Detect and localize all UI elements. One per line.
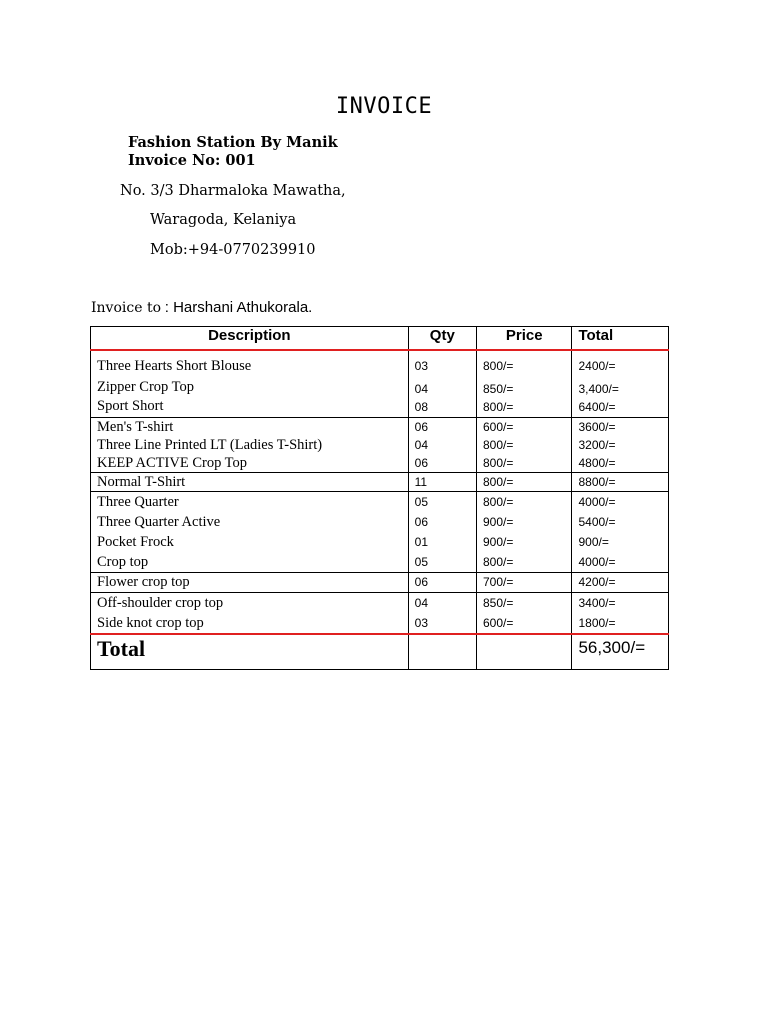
item-price: 800/=: [482, 359, 514, 373]
col-total-header: Total: [572, 327, 669, 351]
item-description: Off-shoulder crop top: [97, 595, 224, 611]
item-description: Three Quarter: [97, 494, 179, 510]
item-qty: 08: [414, 400, 428, 414]
qty-cell: [408, 573, 476, 593]
total-cell: [572, 573, 669, 593]
total-cell: [572, 473, 669, 492]
table-header-row: [91, 327, 669, 351]
item-price: 850/=: [482, 382, 514, 396]
item-price: 800/=: [482, 456, 514, 470]
company-name: Fashion Station By Manik: [128, 134, 338, 151]
item-qty: 04: [414, 438, 428, 452]
item-total: 3400/=: [578, 596, 616, 610]
item-description: Pocket Frock: [97, 534, 174, 550]
item-total: 3200/=: [578, 438, 616, 452]
total-cell: [572, 593, 669, 635]
col-price-header: Price: [476, 327, 571, 351]
invoice-to-label: Invoice to: [91, 300, 161, 316]
item-total: 1800/=: [578, 616, 616, 630]
total-price-cell: [476, 634, 571, 670]
item-price: 800/=: [482, 438, 514, 452]
total-cell: [572, 418, 669, 473]
item-price: 900/=: [482, 515, 514, 529]
item-price: 600/=: [482, 616, 514, 630]
qty-cell: [408, 473, 476, 492]
mobile-number: Mob:+94-0770239910: [150, 242, 316, 258]
qty-cell: [408, 418, 476, 473]
item-description: KEEP ACTIVE Crop Top: [97, 455, 248, 471]
invoice-title: INVOICE: [335, 94, 433, 119]
item-price: 850/=: [482, 596, 514, 610]
item-description: Three Line Printed LT (Ladies T-Shirt): [97, 437, 323, 453]
item-description: Side knot crop top: [97, 615, 204, 631]
table-row-group: [91, 473, 669, 492]
item-total: 900/=: [578, 535, 609, 549]
item-total: 3,400/=: [578, 382, 619, 396]
total-cell: [572, 350, 669, 418]
description-cell: [91, 492, 409, 573]
item-description: Sport Short: [97, 398, 164, 414]
item-price: 800/=: [482, 475, 514, 489]
invoice-number: Invoice No: 001: [128, 152, 256, 169]
item-qty: 04: [414, 596, 428, 610]
item-price: 800/=: [482, 495, 514, 509]
description-cell: [91, 418, 409, 473]
address-line-1: No. 3/3 Dharmaloka Mawatha,: [120, 183, 346, 199]
item-description: Normal T-Shirt: [97, 474, 186, 490]
item-qty: 06: [414, 420, 428, 434]
item-description: Three Hearts Short Blouse: [97, 358, 252, 374]
table-row-group: [91, 593, 669, 635]
description-cell: [91, 473, 409, 492]
item-price: 800/=: [482, 555, 514, 569]
col-qty-header: Qty: [408, 327, 476, 351]
item-total: 8800/=: [578, 475, 616, 489]
item-total: 2400/=: [578, 359, 616, 373]
item-qty: 06: [414, 575, 428, 589]
invoice-to-value: : Harshani Athukorala.: [164, 299, 313, 316]
item-price: 800/=: [482, 400, 514, 414]
item-qty: 11: [414, 475, 428, 489]
table-row-group: [91, 350, 669, 418]
table-row-group: [91, 492, 669, 573]
item-total: 4800/=: [578, 456, 616, 470]
table-row-group: [91, 418, 669, 473]
item-total: 4000/=: [578, 495, 616, 509]
item-description: Men's T-shirt: [97, 419, 174, 435]
description-cell: [91, 593, 409, 635]
price-cell: [476, 418, 571, 473]
price-cell: [476, 573, 571, 593]
total-label: Total: [97, 636, 146, 661]
grand-total-cell: [572, 634, 669, 670]
item-qty: 06: [414, 456, 428, 470]
price-cell: [476, 492, 571, 573]
price-cell: [476, 593, 571, 635]
item-description: Zipper Crop Top: [97, 379, 194, 395]
total-qty-cell: [408, 634, 476, 670]
qty-cell: [408, 350, 476, 418]
item-description: Three Quarter Active: [97, 514, 221, 530]
total-cell: [572, 492, 669, 573]
item-total: 4000/=: [578, 555, 616, 569]
item-total: 6400/=: [578, 400, 616, 414]
description-cell: [91, 350, 409, 418]
item-qty: 05: [414, 495, 428, 509]
item-qty: 06: [414, 515, 428, 529]
qty-cell: [408, 492, 476, 573]
table-row-group: [91, 573, 669, 593]
item-qty: 01: [414, 535, 428, 549]
item-total: 3600/=: [578, 420, 616, 434]
items-table: [90, 326, 669, 670]
price-cell: [476, 473, 571, 492]
item-description: Crop top: [97, 554, 149, 570]
item-qty: 03: [414, 616, 428, 630]
qty-cell: [408, 593, 476, 635]
total-label-cell: [91, 634, 409, 670]
item-total: 4200/=: [578, 575, 616, 589]
price-cell: [476, 350, 571, 418]
address-line-2: Waragoda, Kelaniya: [150, 212, 297, 228]
item-price: 700/=: [482, 575, 514, 589]
item-total: 5400/=: [578, 515, 616, 529]
description-cell: [91, 573, 409, 593]
invoice-to: [91, 299, 312, 317]
grand-total-value: 56,300/=: [578, 638, 646, 657]
item-price: 600/=: [482, 420, 514, 434]
item-qty: 04: [414, 382, 428, 396]
item-qty: 03: [414, 359, 428, 373]
total-row: [91, 634, 669, 670]
item-price: 900/=: [482, 535, 514, 549]
col-description-header: Description: [91, 327, 409, 351]
item-qty: 05: [414, 555, 428, 569]
item-description: Flower crop top: [97, 574, 190, 590]
